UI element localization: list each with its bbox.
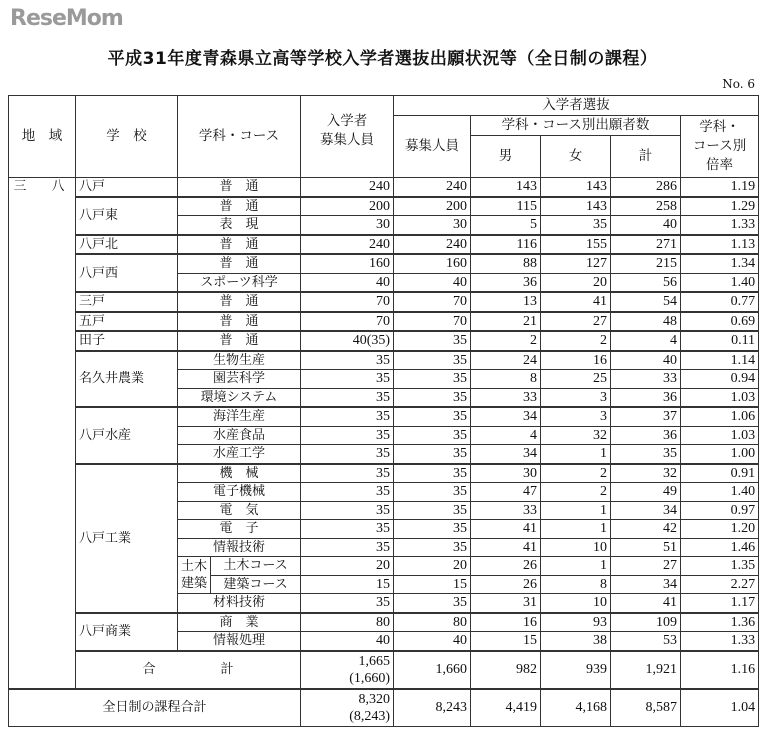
cell-f: 20: [541, 273, 611, 292]
cell-m: 24: [471, 351, 541, 370]
grand-total-label: 全日制の課程合計: [9, 689, 301, 727]
course-name: 普 通: [178, 197, 301, 216]
cell-quota: 35: [301, 407, 394, 426]
grand-total-t: 8,587: [611, 689, 681, 727]
application-status-table: [8, 95, 759, 727]
cell-quota: 35: [301, 520, 394, 539]
cell-recruit: 20: [394, 557, 471, 576]
cell-f: 32: [541, 426, 611, 445]
cell-quota: 30: [301, 216, 394, 235]
cell-m: 26: [471, 557, 541, 576]
cell-r: 1.06: [681, 407, 759, 426]
grand-total-r: 1.04: [681, 689, 759, 727]
cell-m: 16: [471, 613, 541, 632]
subtotal-quota-value: 1,665: [358, 653, 391, 669]
cell-r: 1.03: [681, 426, 759, 445]
cell-f: 16: [541, 351, 611, 370]
course-name: 環境システム: [178, 388, 301, 407]
cell-recruit: 15: [394, 575, 471, 594]
watermark-logo: ReseMom: [10, 6, 123, 31]
cell-r: 0.11: [681, 331, 759, 351]
cell-recruit: 35: [394, 370, 471, 389]
cell-r: 1.03: [681, 388, 759, 407]
school-name: 八戸東: [76, 197, 178, 235]
school-name: 三戸: [76, 292, 178, 312]
cell-f: 2: [541, 483, 611, 502]
cell-r: 1.40: [681, 483, 759, 502]
cell-quota: 35: [301, 388, 394, 407]
cell-recruit: 35: [394, 464, 471, 483]
course-name: 表 現: [178, 216, 301, 235]
cell-r: 1.20: [681, 520, 759, 539]
cell-f: 143: [541, 197, 611, 216]
cell-quota: 15: [301, 575, 394, 594]
cell-t: 36: [611, 388, 681, 407]
cell-r: 0.69: [681, 312, 759, 332]
cell-quota: 240: [301, 178, 394, 197]
cell-f: 1: [541, 501, 611, 520]
cell-f: 127: [541, 254, 611, 273]
cell-r: 0.77: [681, 292, 759, 312]
cell-t: 54: [611, 292, 681, 312]
cell-m: 15: [471, 632, 541, 651]
cell-quota: 35: [301, 445, 394, 464]
cell-quota: 35: [301, 426, 394, 445]
school-name: 八戸: [76, 178, 178, 197]
header-ratio: 学科・ コース別 倍率: [681, 116, 759, 178]
cell-r: 2.27: [681, 575, 759, 594]
cell-quota: 40: [301, 632, 394, 651]
cell-recruit: 35: [394, 388, 471, 407]
cell-m: 21: [471, 312, 541, 332]
cell-r: 1.00: [681, 445, 759, 464]
course-name: 情報技術: [178, 538, 301, 557]
cell-recruit: 160: [394, 254, 471, 273]
cell-quota: 160: [301, 254, 394, 273]
course-name: 機 械: [178, 464, 301, 483]
cell-m: 13: [471, 292, 541, 312]
header-school: 学 校: [76, 96, 178, 178]
header-recruit: 募集人員: [394, 116, 471, 178]
cell-m: 2: [471, 331, 541, 351]
cell-t: 41: [611, 594, 681, 613]
table-row: [9, 331, 759, 351]
cell-t: 49: [611, 483, 681, 502]
cell-t: 215: [611, 254, 681, 273]
cell-f: 41: [541, 292, 611, 312]
cell-recruit: 35: [394, 483, 471, 502]
course-name: 普 通: [178, 235, 301, 255]
cell-f: 143: [541, 178, 611, 197]
cell-quota: 70: [301, 312, 394, 332]
cell-m: 30: [471, 464, 541, 483]
cell-quota: 70: [301, 292, 394, 312]
cell-quota: 35: [301, 370, 394, 389]
subtotal-t: 1,921: [611, 651, 681, 689]
school-name: 八戸水産: [76, 407, 178, 464]
course-name: 土木コース: [211, 557, 301, 576]
cell-m: 41: [471, 538, 541, 557]
subtotal-quota-paren: (1,660): [349, 670, 391, 686]
cell-r: 1.17: [681, 594, 759, 613]
cell-m: 34: [471, 407, 541, 426]
header-region: 地 域: [9, 96, 76, 178]
cell-t: 109: [611, 613, 681, 632]
region-cell: 三 八: [9, 178, 76, 689]
course-name: 水産工学: [178, 445, 301, 464]
cell-m: 4: [471, 426, 541, 445]
cell-r: 1.34: [681, 254, 759, 273]
table-row: [9, 254, 759, 273]
cell-r: 1.36: [681, 613, 759, 632]
cell-m: 8: [471, 370, 541, 389]
course-name: 商 業: [178, 613, 301, 632]
grand-total-quota-value: 8,320: [358, 691, 391, 707]
cell-quota: 40: [301, 273, 394, 292]
course-name: 普 通: [178, 254, 301, 273]
cell-quota: 240: [301, 235, 394, 255]
cell-quota: 35: [301, 594, 394, 613]
cell-m: 41: [471, 520, 541, 539]
cell-t: 42: [611, 520, 681, 539]
cell-f: 2: [541, 464, 611, 483]
cell-recruit: 30: [394, 216, 471, 235]
school-name: 名久井農業: [76, 351, 178, 408]
cell-f: 10: [541, 538, 611, 557]
cell-r: 1.19: [681, 178, 759, 197]
cell-recruit: 240: [394, 178, 471, 197]
cell-f: 155: [541, 235, 611, 255]
cell-r: 1.46: [681, 538, 759, 557]
course-name: 水産食品: [178, 426, 301, 445]
header-total: 計: [611, 136, 681, 178]
cell-f: 25: [541, 370, 611, 389]
grand-total-f: 4,168: [541, 689, 611, 727]
course-name: 材料技術: [178, 594, 301, 613]
course-name: 電 子: [178, 520, 301, 539]
cell-recruit: 35: [394, 501, 471, 520]
table-row: [9, 312, 759, 332]
subtotal-quota: [301, 651, 394, 689]
table-row: [9, 178, 759, 197]
cell-m: 31: [471, 594, 541, 613]
school-name: 八戸工業: [76, 464, 178, 613]
cell-quota: 80: [301, 613, 394, 632]
cell-quota: 35: [301, 501, 394, 520]
school-name: 五戸: [76, 312, 178, 332]
cell-quota: 35: [301, 538, 394, 557]
subtotal-label: 合 計: [76, 651, 301, 689]
cell-recruit: 35: [394, 426, 471, 445]
cell-f: 38: [541, 632, 611, 651]
subtotal-r: 1.16: [681, 651, 759, 689]
cell-f: 8: [541, 575, 611, 594]
page-number: No. 6: [722, 77, 755, 91]
course-name: 普 通: [178, 331, 301, 351]
cell-t: 36: [611, 426, 681, 445]
course-name: 情報処理: [178, 632, 301, 651]
cell-quota: 40(35): [301, 331, 394, 351]
course-name: 普 通: [178, 312, 301, 332]
table-row: [9, 407, 759, 426]
cell-r: 1.29: [681, 197, 759, 216]
cell-recruit: 35: [394, 538, 471, 557]
cell-f: 2: [541, 331, 611, 351]
cell-t: 56: [611, 273, 681, 292]
cell-t: 33: [611, 370, 681, 389]
cell-r: 0.94: [681, 370, 759, 389]
cell-r: 1.35: [681, 557, 759, 576]
header-course: 学科・コース: [178, 96, 301, 178]
cell-recruit: 70: [394, 292, 471, 312]
cell-quota: 200: [301, 197, 394, 216]
school-name: 八戸商業: [76, 613, 178, 651]
subtotal-row: [9, 651, 759, 689]
table-row: [9, 292, 759, 312]
cell-recruit: 80: [394, 613, 471, 632]
cell-recruit: 35: [394, 331, 471, 351]
subtotal-m: 982: [471, 651, 541, 689]
cell-quota: 35: [301, 464, 394, 483]
course-name: 生物生産: [178, 351, 301, 370]
cell-f: 93: [541, 613, 611, 632]
cell-m: 143: [471, 178, 541, 197]
cell-recruit: 35: [394, 520, 471, 539]
subtotal-recruit: 1,660: [394, 651, 471, 689]
cell-recruit: 40: [394, 273, 471, 292]
cell-t: 34: [611, 575, 681, 594]
cell-t: 53: [611, 632, 681, 651]
header-selection: 入学者選抜: [394, 96, 759, 116]
cell-r: 1.40: [681, 273, 759, 292]
cell-r: 1.13: [681, 235, 759, 255]
table-row: [9, 197, 759, 216]
cell-r: 1.33: [681, 216, 759, 235]
header-quota: 入学者 募集人員: [301, 96, 394, 178]
course-name: 普 通: [178, 292, 301, 312]
cell-t: 271: [611, 235, 681, 255]
cell-r: 1.14: [681, 351, 759, 370]
cell-f: 35: [541, 216, 611, 235]
grand-total-row: [9, 689, 759, 727]
course-group: 土木建築: [178, 557, 211, 594]
cell-t: 37: [611, 407, 681, 426]
course-name: 建築コース: [211, 575, 301, 594]
cell-f: 1: [541, 520, 611, 539]
header-female: 女: [541, 136, 611, 178]
cell-recruit: 240: [394, 235, 471, 255]
cell-recruit: 35: [394, 407, 471, 426]
cell-recruit: 40: [394, 632, 471, 651]
grand-total-m: 4,419: [471, 689, 541, 727]
cell-t: 40: [611, 351, 681, 370]
cell-recruit: 70: [394, 312, 471, 332]
cell-t: 40: [611, 216, 681, 235]
header-applicants: 学科・コース別出願者数: [471, 116, 681, 136]
cell-t: 35: [611, 445, 681, 464]
cell-m: 26: [471, 575, 541, 594]
cell-m: 33: [471, 388, 541, 407]
header-male: 男: [471, 136, 541, 178]
cell-quota: 20: [301, 557, 394, 576]
cell-f: 3: [541, 407, 611, 426]
cell-recruit: 35: [394, 594, 471, 613]
school-name: 八戸西: [76, 254, 178, 292]
cell-t: 4: [611, 331, 681, 351]
cell-f: 1: [541, 557, 611, 576]
cell-f: 1: [541, 445, 611, 464]
course-name: 園芸科学: [178, 370, 301, 389]
cell-r: 0.91: [681, 464, 759, 483]
table-row: [9, 613, 759, 632]
school-name: 八戸北: [76, 235, 178, 255]
grand-total-quota: [301, 689, 394, 727]
cell-m: 36: [471, 273, 541, 292]
table-row: [9, 351, 759, 370]
cell-quota: 35: [301, 483, 394, 502]
cell-recruit: 200: [394, 197, 471, 216]
cell-t: 27: [611, 557, 681, 576]
course-name: 電子機械: [178, 483, 301, 502]
cell-t: 32: [611, 464, 681, 483]
cell-m: 33: [471, 501, 541, 520]
cell-r: 0.97: [681, 501, 759, 520]
school-name: 田子: [76, 331, 178, 351]
cell-recruit: 35: [394, 351, 471, 370]
course-name: 海洋生産: [178, 407, 301, 426]
course-name: 電 気: [178, 501, 301, 520]
cell-t: 48: [611, 312, 681, 332]
cell-m: 5: [471, 216, 541, 235]
subtotal-f: 939: [541, 651, 611, 689]
cell-t: 51: [611, 538, 681, 557]
grand-total-quota-paren: (8,243): [349, 708, 391, 724]
cell-m: 34: [471, 445, 541, 464]
cell-m: 88: [471, 254, 541, 273]
cell-t: 34: [611, 501, 681, 520]
grand-total-recruit: 8,243: [394, 689, 471, 727]
table-row: [9, 235, 759, 255]
page-title: 平成31年度青森県立高等学校入学者選抜出願状況等（全日制の課程）: [107, 49, 658, 69]
table-row: [9, 464, 759, 483]
cell-t: 258: [611, 197, 681, 216]
cell-f: 10: [541, 594, 611, 613]
cell-m: 116: [471, 235, 541, 255]
cell-f: 27: [541, 312, 611, 332]
cell-recruit: 35: [394, 445, 471, 464]
cell-f: 3: [541, 388, 611, 407]
course-name: スポーツ科学: [178, 273, 301, 292]
course-name: 普 通: [178, 178, 301, 197]
cell-t: 286: [611, 178, 681, 197]
cell-m: 115: [471, 197, 541, 216]
cell-quota: 35: [301, 351, 394, 370]
cell-m: 47: [471, 483, 541, 502]
cell-r: 1.33: [681, 632, 759, 651]
